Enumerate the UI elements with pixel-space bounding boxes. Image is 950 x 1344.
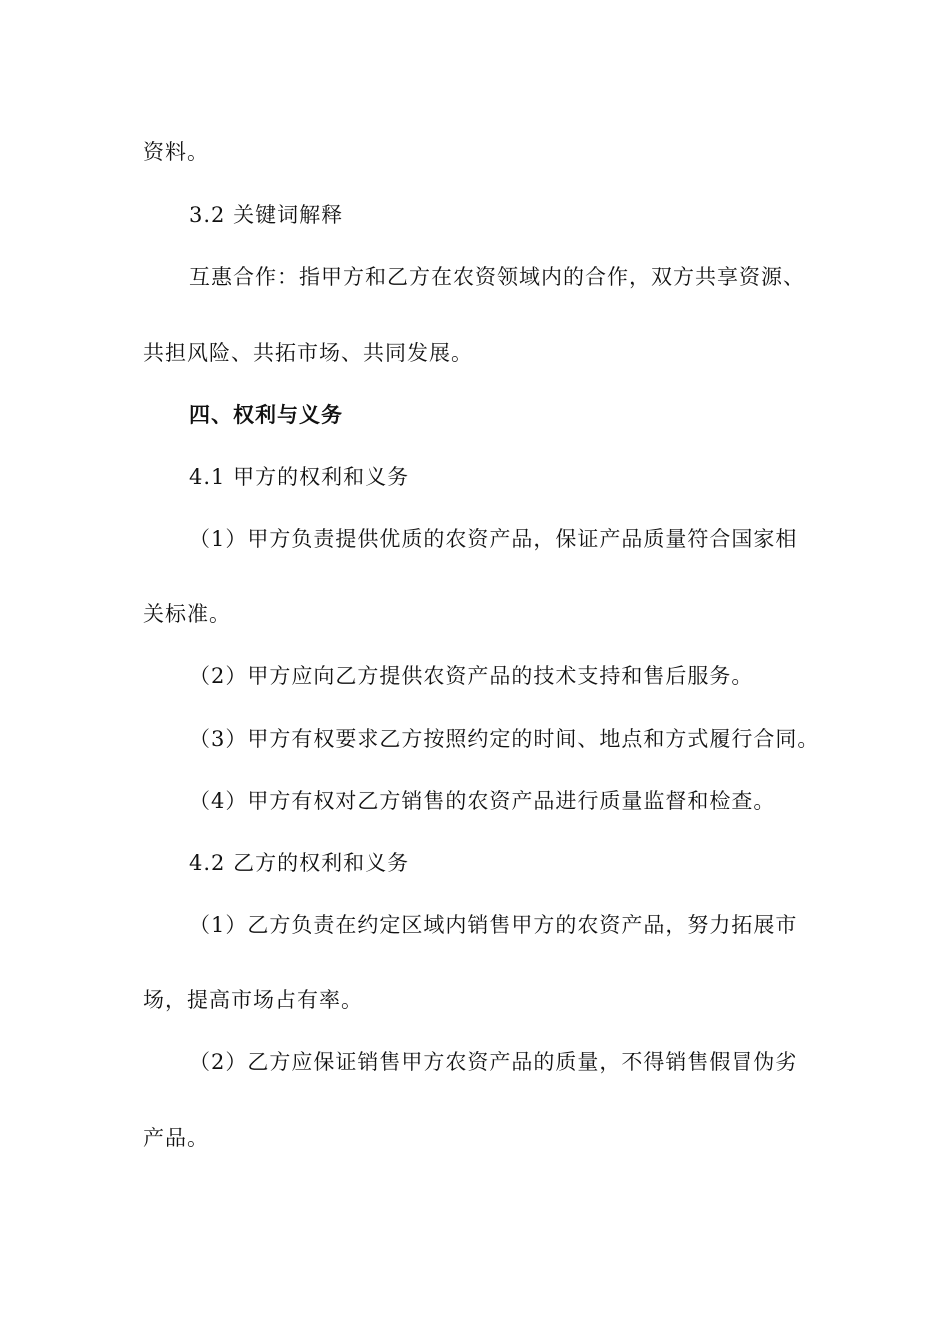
list-item-line: 关标准。 — [143, 602, 231, 626]
list-item-line: （2）甲方应向乙方提供农资产品的技术支持和售后服务。 — [189, 664, 754, 688]
chapter-heading-4: 四、权利与义务 — [189, 402, 343, 427]
list-item-line: 产品。 — [143, 1126, 209, 1150]
list-item-line: （1）甲方负责提供优质的农资产品，保证产品质量符合国家相 — [189, 527, 798, 551]
list-item-line: （3）甲方有权要求乙方按照约定的时间、地点和方式履行合同。 — [189, 727, 820, 751]
section-heading-4-1: 4.1 甲方的权利和义务 — [189, 465, 410, 489]
section-heading-4-2: 4.2 乙方的权利和义务 — [189, 851, 410, 875]
paragraph-line: 共担风险、共拓市场、共同发展。 — [143, 341, 473, 365]
paragraph-line: 互惠合作：指甲方和乙方在农资领域内的合作，双方共享资源、 — [189, 265, 805, 289]
paragraph-continuation: 资料。 — [143, 140, 209, 164]
list-item-line: （2）乙方应保证销售甲方农资产品的质量，不得销售假冒伪劣 — [189, 1050, 798, 1074]
list-item-line: （1）乙方负责在约定区域内销售甲方的农资产品，努力拓展市 — [189, 913, 798, 937]
section-heading-3-2: 3.2 关键词解释 — [189, 203, 344, 227]
list-item-line: 场，提高市场占有率。 — [143, 988, 363, 1012]
list-item-line: （4）甲方有权对乙方销售的农资产品进行质量监督和检查。 — [189, 789, 776, 813]
